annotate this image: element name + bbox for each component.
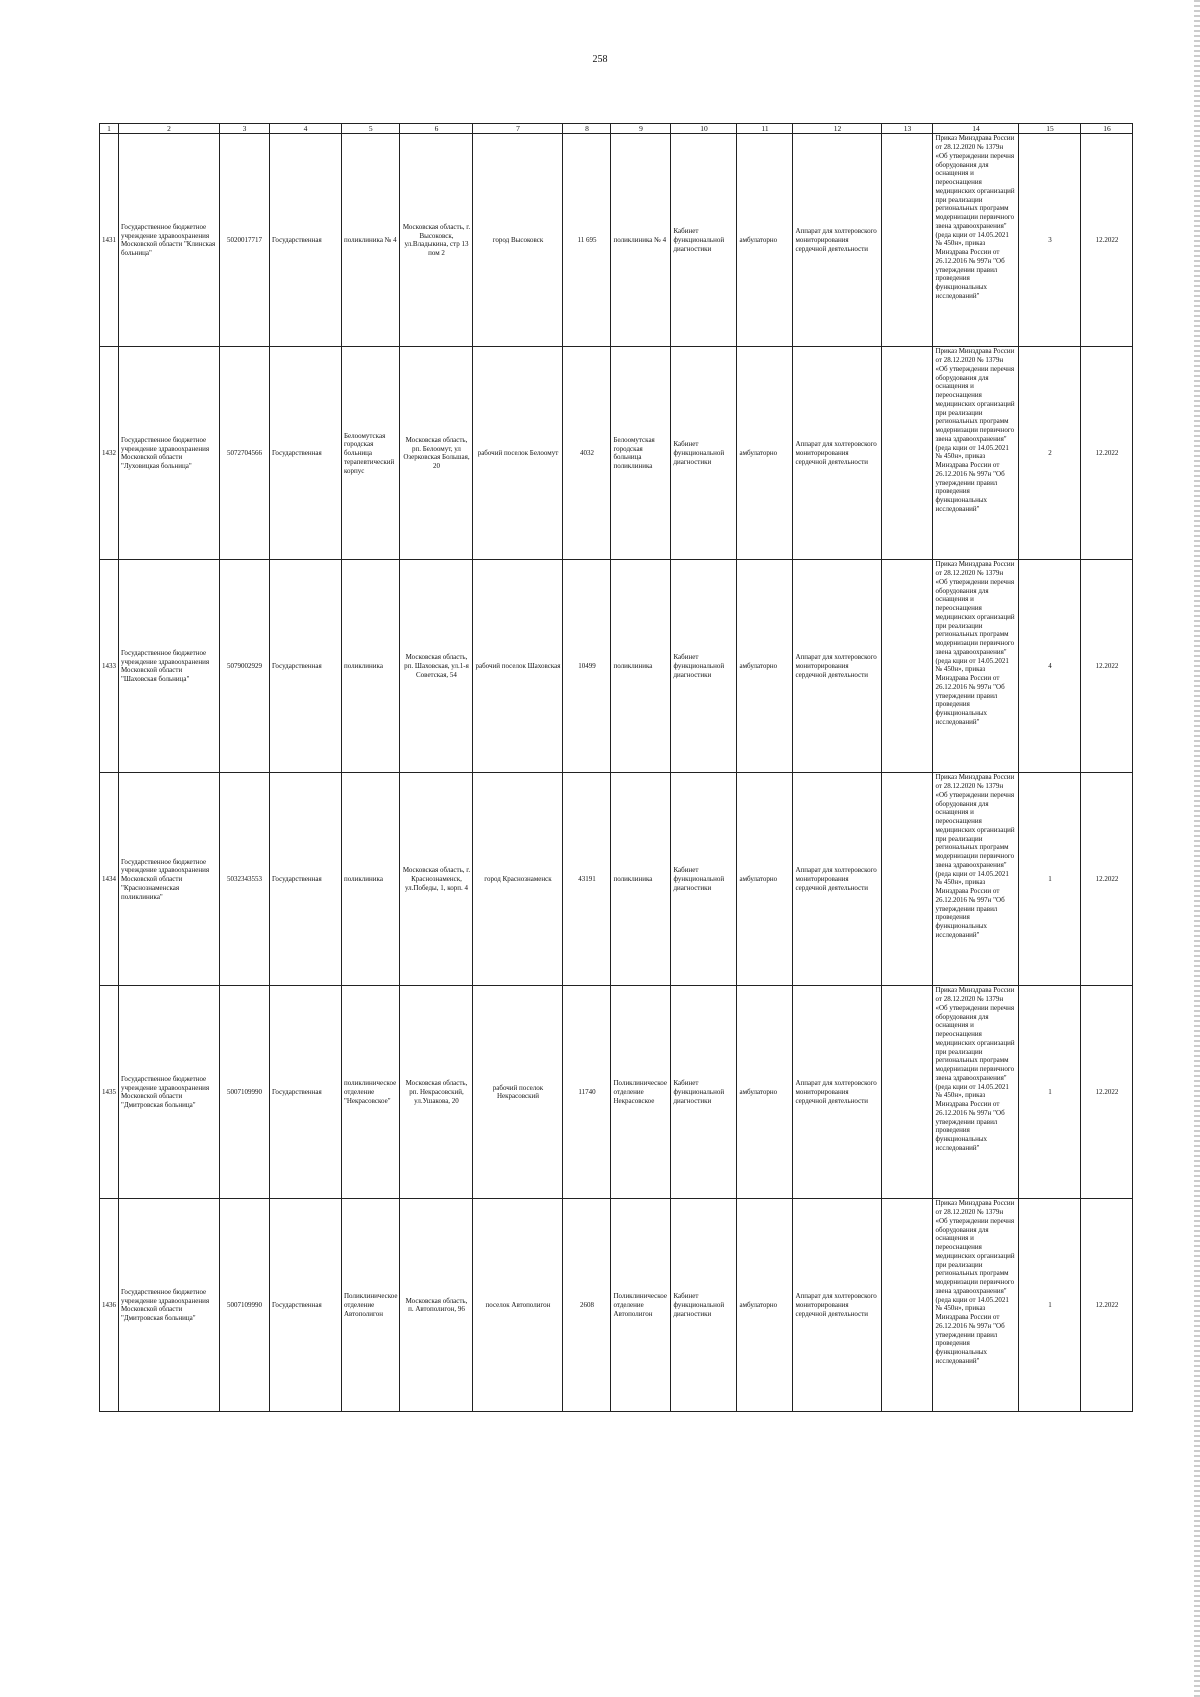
locality: город Высоковск xyxy=(473,134,563,347)
basis-text: Приказ Минздрава России от 28.12.2020 № 1379н «Об утверждении перечня оборудования для оснащения и переоснащения медицинских организаций при реализации региональных программ модернизации первичного звена здравоохранения"(реда кции от 14.05.2021 № 450н», приказ Минздрава России от 26.12.2016 № 997н "Об утверждении правил проведения функциональных исследований" xyxy=(935,347,1015,513)
ownership: Государственная xyxy=(270,560,342,773)
ownership: Государственная xyxy=(270,347,342,560)
col-header: 16 xyxy=(1081,124,1133,134)
cabinet: Кабинет функциональной диагностики xyxy=(671,560,737,773)
address: Московская область, г. Краснознаменск, ул.Победы, 1, корп. 4 xyxy=(400,773,473,986)
basis-cell xyxy=(933,560,1019,773)
locality: рабочий поселок Шаховская xyxy=(473,560,563,773)
row-number: 1433 xyxy=(100,560,119,773)
ownership: Государственная xyxy=(270,134,342,347)
quantity: 1 xyxy=(1019,773,1081,986)
inn: 5072704566 xyxy=(220,347,270,560)
date: 12.2022 xyxy=(1081,560,1133,773)
col13-cell xyxy=(882,1199,933,1412)
care-type: амбулаторно xyxy=(737,1199,793,1412)
scan-edge xyxy=(1194,0,1200,1697)
ownership: Государственная xyxy=(270,986,342,1199)
date: 12.2022 xyxy=(1081,773,1133,986)
locality: рабочий поселок Некрасовский xyxy=(473,986,563,1199)
col-header: 13 xyxy=(882,124,933,134)
population: 11740 xyxy=(563,986,611,1199)
col-header: 14 xyxy=(933,124,1019,134)
inn: 5079002929 xyxy=(220,560,270,773)
row-number: 1434 xyxy=(100,773,119,986)
col-header: 9 xyxy=(611,124,671,134)
unit: поликлиника № 4 xyxy=(342,134,400,347)
care-type: амбулаторно xyxy=(737,986,793,1199)
basis-cell xyxy=(933,134,1019,347)
basis-text: Приказ Минздрава России от 28.12.2020 № 1379н «Об утверждении перечня оборудования для оснащения и переоснащения медицинских организаций при реализации региональных программ модернизации первичного звена здравоохранения"(реда кции от 14.05.2021 № 450н», приказ Минздрава России от 26.12.2016 № 997н "Об утверждении правил проведения функциональных исследований" xyxy=(935,986,1015,1152)
care-type: амбулаторно xyxy=(737,347,793,560)
col-header: 5 xyxy=(342,124,400,134)
date: 12.2022 xyxy=(1081,134,1133,347)
basis-text: Приказ Минздрава России от 28.12.2020 № 1379н «Об утверждении перечня оборудования для оснащения и переоснащения медицинских организаций при реализации региональных программ модернизации первичного звена здравоохранения"(реда кции от 14.05.2021 № 450н», приказ Минздрава России от 26.12.2016 № 997н "Об утверждении правил проведения функциональных исследований" xyxy=(935,1199,1015,1365)
basis-text: Приказ Минздрава России от 28.12.2020 № 1379н «Об утверждении перечня оборудования для оснащения и переоснащения медицинских организаций при реализации региональных программ модернизации первичного звена здравоохранения"(реда кции от 14.05.2021 № 450н», приказ Минздрава России от 26.12.2016 № 997н "Об утверждении правил проведения функциональных исследований" xyxy=(935,773,1015,939)
site: поликлиника xyxy=(611,560,671,773)
col-header: 4 xyxy=(270,124,342,134)
inn: 5007109990 xyxy=(220,1199,270,1412)
col13-cell xyxy=(882,560,933,773)
site: Белоомутская городская больница поликлиника xyxy=(611,347,671,560)
table-row xyxy=(100,1199,1133,1412)
inn: 5020017717 xyxy=(220,134,270,347)
locality: город Краснознаменск xyxy=(473,773,563,986)
equipment: Аппарат для холтеровского мониторирования сердечной деятельности xyxy=(793,560,882,773)
row-number: 1436 xyxy=(100,1199,119,1412)
population: 2608 xyxy=(563,1199,611,1412)
organization-name: Государственное бюджетное учреждение здравоохранения Московской области "Дмитровская больница" xyxy=(119,1199,220,1412)
unit: поликлиническое отделение "Некрасовское" xyxy=(342,986,400,1199)
table-row xyxy=(100,773,1133,986)
unit: поликлиника xyxy=(342,773,400,986)
site: поликлиника № 4 xyxy=(611,134,671,347)
cabinet: Кабинет функциональной диагностики xyxy=(671,347,737,560)
locality: рабочий поселок Белоомут xyxy=(473,347,563,560)
quantity: 1 xyxy=(1019,986,1081,1199)
organization-name: Государственное бюджетное учреждение здравоохранения Московской области "Дмитровская больница" xyxy=(119,986,220,1199)
date: 12.2022 xyxy=(1081,347,1133,560)
address: Московская область, п. Автополигон, 96 xyxy=(400,1199,473,1412)
unit: Поликлиническое отделение Автополигон xyxy=(342,1199,400,1412)
organization-name: Государственное бюджетное учреждение здравоохранения Московской области "Краснознаменская поликлиника" xyxy=(119,773,220,986)
site: Поликлиническое отделение Некрасовское xyxy=(611,986,671,1199)
col-header: 15 xyxy=(1019,124,1081,134)
equipment-table xyxy=(99,123,1133,1412)
header-row xyxy=(100,124,1133,134)
row-number: 1435 xyxy=(100,986,119,1199)
col-header: 10 xyxy=(671,124,737,134)
cabinet: Кабинет функциональной диагностики xyxy=(671,773,737,986)
ownership: Государственная xyxy=(270,773,342,986)
basis-text: Приказ Минздрава России от 28.12.2020 № 1379н «Об утверждении перечня оборудования для оснащения и переоснащения медицинских организаций при реализации региональных программ модернизации первичного звена здравоохранения"(реда кции от 14.05.2021 № 450н», приказ Минздрава России от 26.12.2016 № 997н "Об утверждении правил проведения функциональных исследований" xyxy=(935,560,1015,726)
care-type: амбулаторно xyxy=(737,773,793,986)
organization-name: Государственное бюджетное учреждение здравоохранения Московской области "Луховицкая больница" xyxy=(119,347,220,560)
date: 12.2022 xyxy=(1081,986,1133,1199)
col-header: 8 xyxy=(563,124,611,134)
quantity: 2 xyxy=(1019,347,1081,560)
col-header: 11 xyxy=(737,124,793,134)
site: Поликлиническое отделение Автополигон xyxy=(611,1199,671,1412)
basis-cell xyxy=(933,347,1019,560)
col13-cell xyxy=(882,773,933,986)
date: 12.2022 xyxy=(1081,1199,1133,1412)
col-header: 7 xyxy=(473,124,563,134)
equipment: Аппарат для холтеровского мониторирования сердечной деятельности xyxy=(793,986,882,1199)
address: Московская область, г. Высоковск, ул.Владыкина, стр 13 пом 2 xyxy=(400,134,473,347)
address: Московская область, рп. Белоомут, ул Озерковская Большая, 20 xyxy=(400,347,473,560)
equipment: Аппарат для холтеровского мониторирования сердечной деятельности xyxy=(793,134,882,347)
population: 10499 xyxy=(563,560,611,773)
cabinet: Кабинет функциональной диагностики xyxy=(671,986,737,1199)
basis-cell xyxy=(933,986,1019,1199)
row-number: 1432 xyxy=(100,347,119,560)
address: Московская область, рп. Шаховская, ул.1-я Советская, 54 xyxy=(400,560,473,773)
care-type: амбулаторно xyxy=(737,560,793,773)
quantity: 4 xyxy=(1019,560,1081,773)
col13-cell xyxy=(882,134,933,347)
site: поликлиника xyxy=(611,773,671,986)
col-header: 1 xyxy=(100,124,119,134)
page-number: 258 xyxy=(592,54,608,65)
table-row xyxy=(100,560,1133,773)
equipment: Аппарат для холтеровского мониторирования сердечной деятельности xyxy=(793,347,882,560)
basis-text: Приказ Минздрава России от 28.12.2020 № 1379н «Об утверждении перечня оборудования для оснащения и переоснащения медицинских организаций при реализации региональных программ модернизации первичного звена здравоохранения"(реда кции от 14.05.2021 № 450н», приказ Минздрава России от 26.12.2016 № 997н "Об утверждении правил проведения функциональных исследований" xyxy=(935,134,1015,300)
population: 43191 xyxy=(563,773,611,986)
unit: поликлиника xyxy=(342,560,400,773)
col-header: 6 xyxy=(400,124,473,134)
care-type: амбулаторно xyxy=(737,134,793,347)
equipment: Аппарат для холтеровского мониторирования сердечной деятельности xyxy=(793,1199,882,1412)
quantity: 3 xyxy=(1019,134,1081,347)
inn: 5007109990 xyxy=(220,986,270,1199)
col13-cell xyxy=(882,347,933,560)
population: 4032 xyxy=(563,347,611,560)
organization-name: Государственное бюджетное учреждение здравоохранения Московской области "Клинская больница" xyxy=(119,134,220,347)
col13-cell xyxy=(882,986,933,1199)
unit: Белоомутская городская больница терапевтический корпус xyxy=(342,347,400,560)
address: Московская область, рп. Некрасовский, ул.Ушакова, 20 xyxy=(400,986,473,1199)
basis-cell xyxy=(933,1199,1019,1412)
col-header: 3 xyxy=(220,124,270,134)
basis-cell xyxy=(933,773,1019,986)
locality: поселок Автополигон xyxy=(473,1199,563,1412)
quantity: 1 xyxy=(1019,1199,1081,1412)
table-row xyxy=(100,347,1133,560)
organization-name: Государственное бюджетное учреждение здравоохранения Московской области "Шаховская больница" xyxy=(119,560,220,773)
inn: 5032343553 xyxy=(220,773,270,986)
equipment: Аппарат для холтеровского мониторирования сердечной деятельности xyxy=(793,773,882,986)
col-header: 12 xyxy=(793,124,882,134)
col-header: 2 xyxy=(119,124,220,134)
population: 11 695 xyxy=(563,134,611,347)
cabinet: Кабинет функциональной диагностики xyxy=(671,134,737,347)
cabinet: Кабинет функциональной диагностики xyxy=(671,1199,737,1412)
table-row xyxy=(100,986,1133,1199)
table-row xyxy=(100,134,1133,347)
row-number: 1431 xyxy=(100,134,119,347)
ownership: Государственная xyxy=(270,1199,342,1412)
